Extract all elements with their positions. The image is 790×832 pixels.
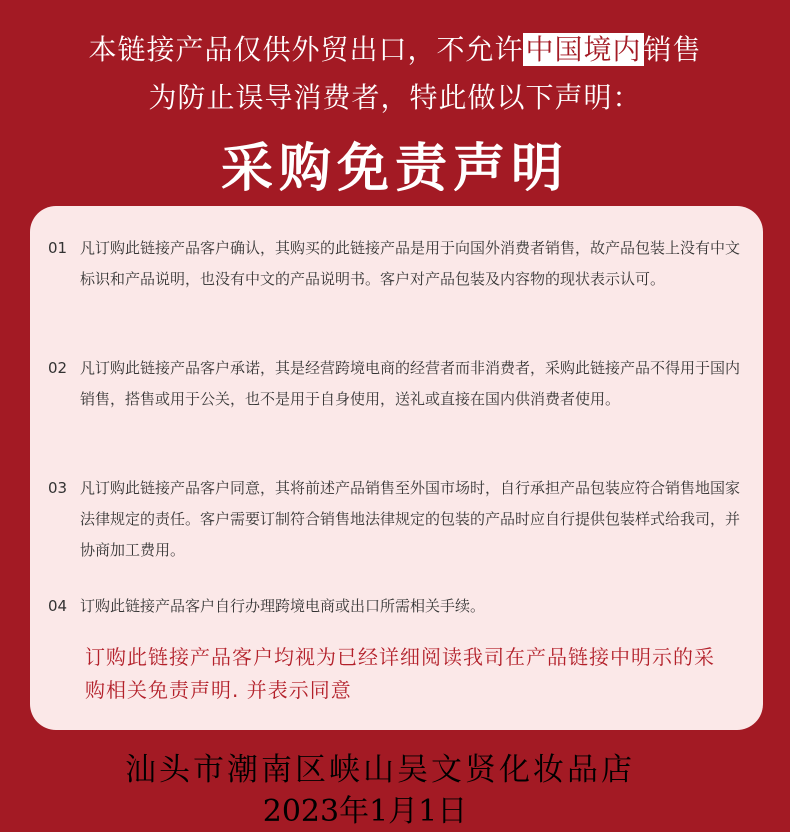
clause-number: 01 bbox=[48, 239, 68, 257]
statement-date: 2023年1月1日 bbox=[262, 794, 468, 829]
agreement-notice: 订购此链接产品客户均视为已经详细阅读我司在产品链接中明示的采购相关免责声明. 并表示同意 bbox=[85, 645, 715, 702]
clause-text: 凡订购此链接产品客户承诺，其是经营跨境电商的经营者而非消费者，采购此链接产品不得用于国内销售，搭售或用于公关，也不是用于自身使用，送礼或直接在国内供消费者使用。 bbox=[80, 359, 741, 408]
disclaimer-card bbox=[30, 206, 763, 730]
header-line-1-after: 销售 bbox=[643, 33, 702, 66]
page-title: 采购免责声明 bbox=[220, 139, 569, 199]
clause-text: 凡订购此链接产品客户同意，其将前述产品销售至外国市场时，自行承担产品包装应符合销售地国家法律规定的责任。客户需要订制符合销售地法律规定的包装的产品时应自行提供包装样式给我司，并协商加工费用。 bbox=[80, 479, 741, 559]
clause-text: 订购此链接产品客户自行办理跨境电商或出口所需相关手续。 bbox=[80, 597, 486, 615]
header-line-1-before: 本链接产品仅供外贸出口，不允许 bbox=[88, 33, 524, 66]
clause-number: 03 bbox=[48, 479, 68, 497]
highlight-text: 中国境内 bbox=[525, 33, 642, 66]
clause-number: 02 bbox=[48, 359, 68, 377]
header-line-2: 为防止误导消费者，特此做以下声明： bbox=[148, 81, 642, 114]
header-line-1 bbox=[0, 28, 790, 68]
shop-name: 汕头市潮南区峡山吴文贤化妆品店 bbox=[125, 752, 635, 788]
clause-number: 04 bbox=[48, 597, 68, 615]
clause-text: 凡订购此链接产品客户确认，其购买的此链接产品是用于向国外消费者销售，故产品包装上没有中文标识和产品说明，也没有中文的产品说明书。客户对产品包装及内容物的现状表示认可。 bbox=[80, 239, 741, 288]
